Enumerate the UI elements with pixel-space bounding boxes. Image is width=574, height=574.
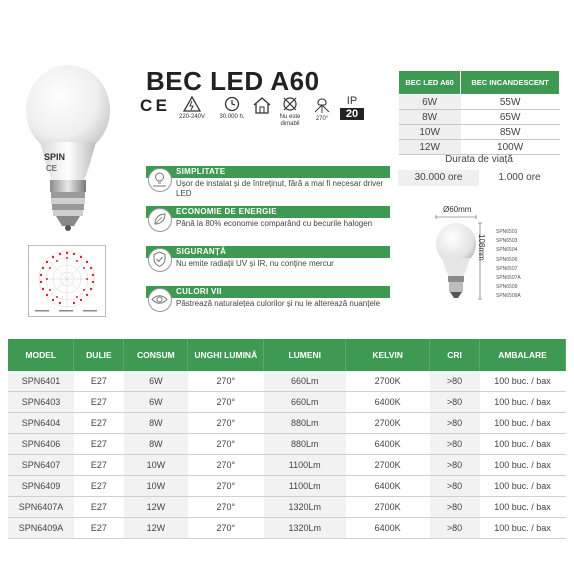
color-eye-icon (148, 288, 172, 312)
not-dimmable-icon: Nu este dimabil (276, 96, 304, 136)
table-cell: 100 buc. / bax (480, 496, 566, 517)
table-cell: 6W (124, 392, 188, 413)
table-row: 10W 85W (399, 125, 560, 140)
list-item: SPN6503 (496, 238, 518, 245)
bulb-hand-icon (148, 168, 172, 192)
table-cell: 2700K (346, 455, 430, 476)
beam-angle-icon: 270° (308, 96, 336, 136)
feature-text: Păstrează naturalețea culorilor și nu le alterează nuanțele (176, 299, 381, 308)
table-cell: 880Lm (264, 434, 346, 455)
table-cell: 8W (124, 434, 188, 455)
table-row: 6W 55W (399, 95, 560, 110)
product-title: BEC LED A60 (146, 66, 320, 96)
table-header-row (8, 339, 566, 371)
ip-rating-icon: IP 20 (340, 96, 364, 136)
table-cell: 270° (188, 413, 264, 434)
table-cell: 660Lm (264, 392, 346, 413)
table-cell: E27 (74, 413, 124, 434)
column-header: KELVIN (346, 339, 430, 371)
table-row (8, 517, 566, 538)
table-cell: 880Lm (264, 413, 346, 434)
feature-title: SIMPLITATE (146, 166, 390, 178)
list-item: SPN6504 (496, 247, 518, 254)
table-cell: 270° (188, 434, 264, 455)
table-cell: E27 (74, 517, 124, 538)
feature-simplicity (146, 166, 390, 202)
list-item: SPN6501 (496, 229, 518, 235)
table-cell: 100 buc. / bax (480, 371, 566, 392)
column-header: AMBALARE (480, 339, 566, 371)
table-cell: 10W (124, 475, 188, 496)
table-cell: >80 (430, 496, 480, 517)
durability-incandescent: 1.000 ore (498, 172, 541, 183)
table-row (8, 371, 566, 392)
table-row (8, 496, 566, 517)
table-cell: 2700K (346, 371, 430, 392)
leaf-bulb-icon (148, 208, 172, 232)
table-row: 8W 65W (399, 110, 560, 125)
table-row (8, 413, 566, 434)
table-cell: >80 (430, 475, 480, 496)
durability-label: Durata de viață (445, 154, 513, 165)
table-cell: 12W (124, 496, 188, 517)
table-cell: 270° (188, 371, 264, 392)
table-cell: E27 (74, 434, 124, 455)
feature-safety (146, 246, 390, 282)
voltage-icon: 220-240V (170, 96, 214, 136)
feature-title: SIGURANȚĂ (146, 246, 390, 258)
table-row (8, 434, 566, 455)
table-row: 12W 100W (399, 140, 560, 155)
column-header: UNGHI LUMINĂ (188, 339, 264, 371)
table-cell: 6400K (346, 392, 430, 413)
table-cell: E27 (74, 496, 124, 517)
table-cell: SPN6403 (8, 392, 74, 413)
height-label: 108mm (477, 234, 486, 261)
table-cell: SPN6407A (8, 496, 74, 517)
header-led: BEC LED A60 (399, 71, 461, 95)
clock-icon: 30.000 h. (214, 96, 250, 136)
feature-colors (146, 286, 390, 326)
table-cell: 100 buc. / bax (480, 455, 566, 476)
table-row (8, 475, 566, 496)
table-cell: 270° (188, 496, 264, 517)
durability-row (398, 170, 560, 186)
column-header: MODEL (8, 339, 74, 371)
table-row (8, 392, 566, 413)
table-cell: 10W (124, 455, 188, 476)
durability-led: 30.000 ore (398, 170, 479, 186)
column-header: LUMENI (264, 339, 346, 371)
table-cell: 270° (188, 455, 264, 476)
safety-check-icon (148, 248, 172, 272)
table-cell: 6W (124, 371, 188, 392)
list-item: SPN6507 (496, 265, 518, 272)
bulb-ce-mark: CE (46, 164, 58, 173)
polar-chart-image (29, 246, 105, 316)
table-cell: 1320Lm (264, 517, 346, 538)
light-distribution-diagram (28, 245, 106, 317)
table-cell: 660Lm (264, 371, 346, 392)
table-cell: 1320Lm (264, 496, 346, 517)
table-cell: >80 (430, 392, 480, 413)
table-cell: 12W (124, 517, 188, 538)
table-cell: SPN6404 (8, 413, 74, 434)
column-header: CONSUM (124, 339, 188, 371)
table-cell: 100 buc. / bax (480, 517, 566, 538)
table-cell: 270° (188, 517, 264, 538)
column-header: CRI (430, 339, 480, 371)
table-cell: SPN6407 (8, 455, 74, 476)
table-cell: >80 (430, 371, 480, 392)
table-cell: 270° (188, 392, 264, 413)
column-header: DULIE (74, 339, 124, 371)
feature-text: Până la 80% economie comparând cu becurile halogen (176, 219, 373, 228)
table-cell: SPN6409A (8, 517, 74, 538)
diameter-label: Ø60mm (443, 205, 472, 214)
list-item: SPN6509A (496, 293, 521, 300)
table-cell: 100 buc. / bax (480, 392, 566, 413)
table-row (8, 455, 566, 476)
list-item: SPN6509 (496, 284, 518, 291)
table-cell: 6400K (346, 434, 430, 455)
feature-title: ECONOMIE DE ENERGIE (146, 206, 390, 218)
feature-title: CULORI VII (146, 286, 390, 298)
list-item: SPN6507A (496, 275, 521, 282)
table-cell: 2700K (346, 413, 430, 434)
specs-table (8, 339, 566, 539)
table-cell: 6400K (346, 517, 430, 538)
table-cell: 6400K (346, 475, 430, 496)
table-cell: E27 (74, 371, 124, 392)
table-cell: SPN6409 (8, 475, 74, 496)
table-cell: >80 (430, 413, 480, 434)
table-cell: 270° (188, 475, 264, 496)
brand-logo: SPIN (44, 152, 66, 162)
table-cell: 2700K (346, 496, 430, 517)
house-icon (250, 96, 274, 136)
table-cell: >80 (430, 517, 480, 538)
table-cell: 8W (124, 413, 188, 434)
table-cell: 1100Lm (264, 455, 346, 476)
codes-list (496, 228, 521, 302)
feature-energy (146, 206, 390, 242)
ce-mark-icon: C E (140, 96, 168, 115)
table-cell: 100 buc. / bax (480, 413, 566, 434)
feature-text: Ușor de instalat și de întreținut, fără a mai fi necesar driver LED (176, 179, 384, 198)
table-cell: 1100Lm (264, 475, 346, 496)
table-cell: >80 (430, 434, 480, 455)
list-item: SPN6506 (496, 256, 518, 263)
header-incandescent: BEC INCANDESCENT (461, 71, 560, 95)
table-cell: 100 buc. / bax (480, 475, 566, 496)
table-cell: >80 (430, 455, 480, 476)
table-cell: SPN6406 (8, 434, 74, 455)
led-bulb-image (18, 62, 118, 232)
table-cell: 100 buc. / bax (480, 434, 566, 455)
feature-text: Nu emite radiații UV și IR, nu conține mercur (176, 259, 334, 268)
table-cell: E27 (74, 455, 124, 476)
table-cell: E27 (74, 392, 124, 413)
equivalence-table (398, 70, 560, 155)
table-cell: E27 (74, 475, 124, 496)
table-cell: SPN6401 (8, 371, 74, 392)
